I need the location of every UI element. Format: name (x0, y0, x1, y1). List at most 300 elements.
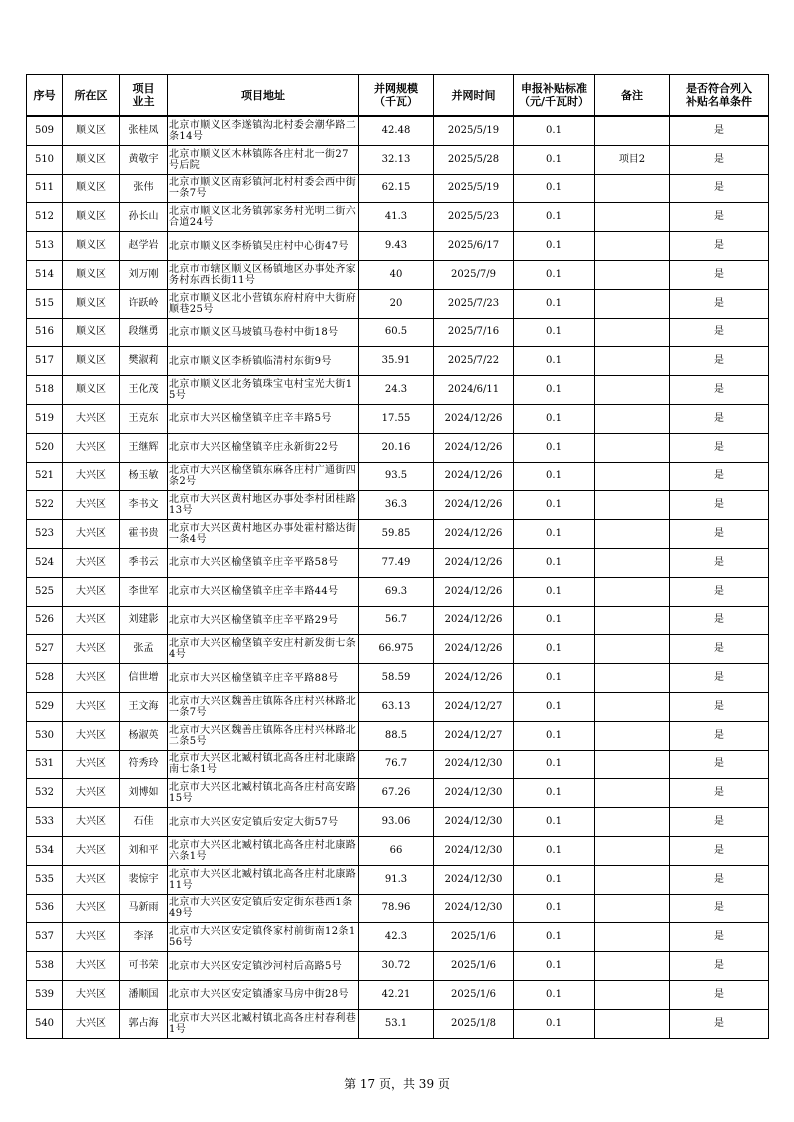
cell-eligible: 是 (670, 808, 769, 837)
cell-remarks (595, 1009, 670, 1038)
cell-subsidy-rate: 0.1 (514, 750, 595, 779)
cell-seq: 521 (27, 462, 63, 491)
cell-seq: 527 (27, 635, 63, 664)
cell-remarks (595, 116, 670, 145)
cell-subsidy-rate: 0.1 (514, 318, 595, 347)
table-row (27, 491, 769, 520)
cell-subsidy-rate: 0.1 (514, 577, 595, 606)
cell-subsidy-rate: 0.1 (514, 721, 595, 750)
cell-subsidy-rate: 0.1 (514, 894, 595, 923)
cell-owner: 赵学岩 (120, 232, 168, 261)
cell-owner: 霍书贵 (120, 520, 168, 549)
cell-subsidy-rate: 0.1 (514, 548, 595, 577)
cell-address: 北京市顺义区李遂镇沟北村委会潮华路二条14号 (168, 116, 359, 145)
cell-owner: 李世军 (120, 577, 168, 606)
cell-eligible: 是 (670, 606, 769, 635)
cell-owner: 石佳 (120, 808, 168, 837)
cell-owner: 季书云 (120, 548, 168, 577)
cell-eligible: 是 (670, 894, 769, 923)
cell-seq: 531 (27, 750, 63, 779)
cell-subsidy-rate: 0.1 (514, 174, 595, 203)
cell-district: 顺义区 (63, 174, 120, 203)
cell-owner: 王继辉 (120, 433, 168, 462)
cell-eligible: 是 (670, 865, 769, 894)
cell-seq: 510 (27, 145, 63, 174)
cell-eligible: 是 (670, 923, 769, 952)
cell-remarks (595, 635, 670, 664)
cell-district: 顺义区 (63, 116, 120, 145)
cell-grid-date: 2024/12/27 (434, 721, 514, 750)
table-row (27, 952, 769, 981)
page-footer: 第 17 页，共 39 页 (344, 1077, 450, 1091)
table-row (27, 894, 769, 923)
table-row (27, 520, 769, 549)
cell-seq: 539 (27, 980, 63, 1009)
cell-address: 北京市大兴区北臧村镇北高各庄村春利巷1号 (168, 1009, 359, 1038)
cell-capacity: 66 (359, 836, 434, 865)
cell-capacity: 93.06 (359, 808, 434, 837)
cell-remarks (595, 865, 670, 894)
cell-subsidy-rate: 0.1 (514, 1009, 595, 1038)
cell-eligible: 是 (670, 289, 769, 318)
cell-capacity: 91.3 (359, 865, 434, 894)
cell-capacity: 60.5 (359, 318, 434, 347)
cell-owner: 张孟 (120, 635, 168, 664)
cell-grid-date: 2024/6/11 (434, 376, 514, 405)
cell-capacity: 58.59 (359, 664, 434, 693)
cell-address: 北京市市辖区顺义区杨镇地区办事处齐家务村东西长街11号 (168, 260, 359, 289)
cell-district: 大兴区 (63, 836, 120, 865)
cell-remarks (595, 980, 670, 1009)
cell-subsidy-rate: 0.1 (514, 347, 595, 376)
col-header-subsidy-rate: 申报补贴标准 （元/千瓦时） (514, 75, 595, 117)
table-row (27, 808, 769, 837)
cell-address: 北京市大兴区黄村地区办事处霍村豁达街一条4号 (168, 520, 359, 549)
cell-owner: 杨淑英 (120, 721, 168, 750)
cell-remarks (595, 433, 670, 462)
cell-eligible: 是 (670, 145, 769, 174)
cell-address: 北京市大兴区北臧村镇北高各庄村高安路15号 (168, 779, 359, 808)
cell-grid-date: 2024/12/26 (434, 635, 514, 664)
cell-address: 北京市大兴区魏善庄镇陈各庄村兴林路北二条5号 (168, 721, 359, 750)
cell-district: 大兴区 (63, 433, 120, 462)
cell-eligible: 是 (670, 664, 769, 693)
cell-address: 北京市顺义区马坡镇马卷村中街18号 (168, 318, 359, 347)
cell-eligible: 是 (670, 404, 769, 433)
cell-eligible: 是 (670, 260, 769, 289)
cell-seq: 517 (27, 347, 63, 376)
cell-address: 北京市大兴区安定镇佟家村前街南12条156号 (168, 923, 359, 952)
table-row (27, 635, 769, 664)
cell-address: 北京市大兴区榆垡镇辛庄辛平路58号 (168, 548, 359, 577)
cell-remarks (595, 923, 670, 952)
cell-subsidy-rate: 0.1 (514, 865, 595, 894)
cell-district: 大兴区 (63, 779, 120, 808)
cell-seq: 524 (27, 548, 63, 577)
cell-subsidy-rate: 0.1 (514, 808, 595, 837)
cell-seq: 537 (27, 923, 63, 952)
cell-eligible: 是 (670, 692, 769, 721)
cell-seq: 512 (27, 203, 63, 232)
cell-seq: 538 (27, 952, 63, 981)
cell-eligible: 是 (670, 232, 769, 261)
table-row (27, 289, 769, 318)
cell-capacity: 63.13 (359, 692, 434, 721)
cell-seq: 529 (27, 692, 63, 721)
cell-district: 大兴区 (63, 404, 120, 433)
cell-address: 北京市大兴区榆垡镇辛庄辛平路88号 (168, 664, 359, 693)
cell-seq: 540 (27, 1009, 63, 1038)
cell-eligible: 是 (670, 376, 769, 405)
cell-district: 大兴区 (63, 692, 120, 721)
cell-remarks: 项目2 (595, 145, 670, 174)
cell-capacity: 42.3 (359, 923, 434, 952)
cell-subsidy-rate: 0.1 (514, 145, 595, 174)
cell-owner: 符秀玲 (120, 750, 168, 779)
cell-district: 顺义区 (63, 318, 120, 347)
cell-eligible: 是 (670, 750, 769, 779)
cell-eligible: 是 (670, 548, 769, 577)
cell-grid-date: 2024/12/26 (434, 462, 514, 491)
cell-eligible: 是 (670, 174, 769, 203)
cell-address: 北京市顺义区北务镇郭家务村光明二街六合道24号 (168, 203, 359, 232)
cell-grid-date: 2025/7/22 (434, 347, 514, 376)
cell-subsidy-rate: 0.1 (514, 116, 595, 145)
table-row (27, 606, 769, 635)
cell-address: 北京市顺义区李桥镇临清村东街9号 (168, 347, 359, 376)
cell-owner: 刘建影 (120, 606, 168, 635)
cell-grid-date: 2025/5/28 (434, 145, 514, 174)
cell-seq: 520 (27, 433, 63, 462)
cell-owner: 李书文 (120, 491, 168, 520)
cell-seq: 509 (27, 116, 63, 145)
cell-district: 大兴区 (63, 808, 120, 837)
cell-district: 顺义区 (63, 347, 120, 376)
table-row (27, 203, 769, 232)
table-row (27, 980, 769, 1009)
table-row (27, 779, 769, 808)
cell-owner: 孙长山 (120, 203, 168, 232)
cell-subsidy-rate: 0.1 (514, 923, 595, 952)
table-row (27, 836, 769, 865)
cell-grid-date: 2025/7/9 (434, 260, 514, 289)
cell-address: 北京市顺义区北务镇珠宝屯村宝光大街15号 (168, 376, 359, 405)
cell-capacity: 20 (359, 289, 434, 318)
cell-district: 大兴区 (63, 894, 120, 923)
cell-remarks (595, 232, 670, 261)
cell-capacity: 41.3 (359, 203, 434, 232)
cell-subsidy-rate: 0.1 (514, 779, 595, 808)
table-row (27, 462, 769, 491)
cell-remarks (595, 462, 670, 491)
cell-eligible: 是 (670, 1009, 769, 1038)
cell-remarks (595, 750, 670, 779)
cell-seq: 513 (27, 232, 63, 261)
cell-seq: 532 (27, 779, 63, 808)
cell-address: 北京市大兴区北臧村镇北高各庄村北康路六条1号 (168, 836, 359, 865)
cell-eligible: 是 (670, 347, 769, 376)
cell-subsidy-rate: 0.1 (514, 491, 595, 520)
cell-subsidy-rate: 0.1 (514, 520, 595, 549)
table-row (27, 721, 769, 750)
cell-grid-date: 2024/12/26 (434, 520, 514, 549)
cell-capacity: 42.48 (359, 116, 434, 145)
cell-grid-date: 2024/12/30 (434, 779, 514, 808)
table-row (27, 750, 769, 779)
cell-district: 顺义区 (63, 203, 120, 232)
cell-eligible: 是 (670, 952, 769, 981)
cell-remarks (595, 808, 670, 837)
cell-owner: 许跃岭 (120, 289, 168, 318)
cell-owner: 黄敬宇 (120, 145, 168, 174)
cell-remarks (595, 836, 670, 865)
cell-address: 北京市大兴区魏善庄镇陈各庄村兴林路北一条7号 (168, 692, 359, 721)
cell-subsidy-rate: 0.1 (514, 692, 595, 721)
cell-address: 北京市大兴区榆垡镇辛庄辛丰路44号 (168, 577, 359, 606)
cell-capacity: 88.5 (359, 721, 434, 750)
cell-eligible: 是 (670, 433, 769, 462)
table-row (27, 692, 769, 721)
cell-address: 北京市大兴区黄村地区办事处李村团桂路13号 (168, 491, 359, 520)
cell-capacity: 76.7 (359, 750, 434, 779)
cell-seq: 528 (27, 664, 63, 693)
table-row (27, 347, 769, 376)
table-row (27, 174, 769, 203)
cell-remarks (595, 721, 670, 750)
table-row (27, 116, 769, 145)
cell-grid-date: 2024/12/26 (434, 548, 514, 577)
cell-seq: 525 (27, 577, 63, 606)
cell-capacity: 77.49 (359, 548, 434, 577)
cell-subsidy-rate: 0.1 (514, 260, 595, 289)
cell-eligible: 是 (670, 635, 769, 664)
cell-grid-date: 2024/12/30 (434, 894, 514, 923)
cell-district: 大兴区 (63, 980, 120, 1009)
col-header-address: 项目地址 (168, 75, 359, 117)
cell-grid-date: 2025/1/8 (434, 1009, 514, 1038)
cell-grid-date: 2024/12/30 (434, 750, 514, 779)
col-header-district: 所在区 (63, 75, 120, 117)
cell-owner: 可书荣 (120, 952, 168, 981)
cell-remarks (595, 289, 670, 318)
cell-capacity: 30.72 (359, 952, 434, 981)
cell-subsidy-rate: 0.1 (514, 404, 595, 433)
table-row (27, 548, 769, 577)
cell-address: 北京市大兴区北臧村镇北高各庄村北康路南七条1号 (168, 750, 359, 779)
cell-district: 大兴区 (63, 606, 120, 635)
cell-remarks (595, 347, 670, 376)
cell-capacity: 62.15 (359, 174, 434, 203)
cell-remarks (595, 404, 670, 433)
cell-remarks (595, 692, 670, 721)
cell-eligible: 是 (670, 980, 769, 1009)
cell-owner: 樊淑莉 (120, 347, 168, 376)
cell-address: 北京市大兴区榆垡镇东麻各庄村广通街四条2号 (168, 462, 359, 491)
cell-subsidy-rate: 0.1 (514, 606, 595, 635)
cell-remarks (595, 174, 670, 203)
table-row (27, 404, 769, 433)
cell-capacity: 9.43 (359, 232, 434, 261)
cell-remarks (595, 260, 670, 289)
cell-subsidy-rate: 0.1 (514, 836, 595, 865)
cell-remarks (595, 779, 670, 808)
cell-capacity: 20.16 (359, 433, 434, 462)
cell-owner: 张伟 (120, 174, 168, 203)
cell-eligible: 是 (670, 721, 769, 750)
cell-grid-date: 2025/1/6 (434, 923, 514, 952)
cell-subsidy-rate: 0.1 (514, 433, 595, 462)
cell-district: 大兴区 (63, 548, 120, 577)
col-header-remarks: 备注 (595, 75, 670, 117)
table-row (27, 865, 769, 894)
table-body (27, 116, 769, 1038)
table-row (27, 376, 769, 405)
cell-address: 北京市大兴区安定镇潘家马房中街28号 (168, 980, 359, 1009)
cell-owner: 刘万刚 (120, 260, 168, 289)
cell-capacity: 53.1 (359, 1009, 434, 1038)
cell-capacity: 67.26 (359, 779, 434, 808)
cell-grid-date: 2024/12/26 (434, 577, 514, 606)
cell-subsidy-rate: 0.1 (514, 232, 595, 261)
cell-address: 北京市顺义区李桥镇吴庄村中心街47号 (168, 232, 359, 261)
cell-subsidy-rate: 0.1 (514, 203, 595, 232)
cell-grid-date: 2025/1/6 (434, 980, 514, 1009)
table-row (27, 923, 769, 952)
cell-remarks (595, 894, 670, 923)
cell-seq: 511 (27, 174, 63, 203)
cell-capacity: 32.13 (359, 145, 434, 174)
cell-grid-date: 2024/12/26 (434, 664, 514, 693)
cell-district: 大兴区 (63, 865, 120, 894)
cell-capacity: 36.3 (359, 491, 434, 520)
cell-grid-date: 2025/6/17 (434, 232, 514, 261)
table-row (27, 664, 769, 693)
cell-grid-date: 2024/12/30 (434, 836, 514, 865)
cell-address: 北京市顺义区木林镇陈各庄村北一街27号后院 (168, 145, 359, 174)
cell-capacity: 35.91 (359, 347, 434, 376)
table-row (27, 318, 769, 347)
cell-address: 北京市大兴区北臧村镇北高各庄村北康路11号 (168, 865, 359, 894)
col-header-eligible: 是否符合列入 补贴名单条件 (670, 75, 769, 117)
cell-address: 北京市大兴区安定镇后安定街东巷西1条49号 (168, 894, 359, 923)
cell-district: 大兴区 (63, 923, 120, 952)
cell-seq: 519 (27, 404, 63, 433)
cell-remarks (595, 606, 670, 635)
cell-grid-date: 2024/12/26 (434, 404, 514, 433)
cell-subsidy-rate: 0.1 (514, 289, 595, 318)
cell-grid-date: 2024/12/30 (434, 808, 514, 837)
subsidy-table (26, 74, 769, 1039)
cell-seq: 523 (27, 520, 63, 549)
cell-subsidy-rate: 0.1 (514, 635, 595, 664)
cell-capacity: 17.55 (359, 404, 434, 433)
cell-remarks (595, 203, 670, 232)
table-row (27, 145, 769, 174)
cell-owner: 潘顺国 (120, 980, 168, 1009)
cell-eligible: 是 (670, 520, 769, 549)
cell-seq: 536 (27, 894, 63, 923)
cell-district: 大兴区 (63, 635, 120, 664)
cell-district: 顺义区 (63, 145, 120, 174)
cell-address: 北京市大兴区安定镇后安定大街57号 (168, 808, 359, 837)
cell-eligible: 是 (670, 462, 769, 491)
cell-seq: 526 (27, 606, 63, 635)
cell-grid-date: 2025/5/19 (434, 116, 514, 145)
cell-remarks (595, 952, 670, 981)
cell-owner: 李泽 (120, 923, 168, 952)
cell-seq: 516 (27, 318, 63, 347)
cell-district: 顺义区 (63, 232, 120, 261)
cell-seq: 534 (27, 836, 63, 865)
cell-district: 大兴区 (63, 520, 120, 549)
cell-eligible: 是 (670, 577, 769, 606)
col-header-grid-date: 并网时间 (434, 75, 514, 117)
cell-grid-date: 2025/5/19 (434, 174, 514, 203)
cell-grid-date: 2025/7/16 (434, 318, 514, 347)
table-row (27, 433, 769, 462)
cell-capacity: 24.3 (359, 376, 434, 405)
cell-capacity: 69.3 (359, 577, 434, 606)
cell-subsidy-rate: 0.1 (514, 952, 595, 981)
cell-eligible: 是 (670, 836, 769, 865)
cell-address: 北京市顺义区南彩镇河北村村委会西中街一条7号 (168, 174, 359, 203)
cell-owner: 杨玉敏 (120, 462, 168, 491)
cell-seq: 533 (27, 808, 63, 837)
cell-capacity: 66.975 (359, 635, 434, 664)
cell-remarks (595, 491, 670, 520)
col-header-seq: 序号 (27, 75, 63, 117)
cell-owner: 马新雨 (120, 894, 168, 923)
cell-address: 北京市大兴区安定镇沙河村后高路5号 (168, 952, 359, 981)
cell-seq: 535 (27, 865, 63, 894)
cell-subsidy-rate: 0.1 (514, 980, 595, 1009)
cell-owner: 王克东 (120, 404, 168, 433)
cell-district: 顺义区 (63, 376, 120, 405)
cell-address: 北京市顺义区北小营镇东府村府中大街府顺巷25号 (168, 289, 359, 318)
cell-seq: 515 (27, 289, 63, 318)
cell-address: 北京市大兴区榆垡镇辛安庄村新发街七条4号 (168, 635, 359, 664)
cell-remarks (595, 318, 670, 347)
cell-owner: 张桂凤 (120, 116, 168, 145)
cell-subsidy-rate: 0.1 (514, 664, 595, 693)
cell-eligible: 是 (670, 779, 769, 808)
cell-owner: 刘和平 (120, 836, 168, 865)
cell-district: 大兴区 (63, 491, 120, 520)
cell-remarks (595, 376, 670, 405)
cell-capacity: 40 (359, 260, 434, 289)
cell-eligible: 是 (670, 203, 769, 232)
col-header-owner: 项目 业主 (120, 75, 168, 117)
cell-eligible: 是 (670, 116, 769, 145)
cell-district: 顺义区 (63, 260, 120, 289)
cell-owner: 段继勇 (120, 318, 168, 347)
cell-owner: 王化茂 (120, 376, 168, 405)
cell-remarks (595, 577, 670, 606)
cell-address: 北京市大兴区榆垡镇辛庄辛平路29号 (168, 606, 359, 635)
cell-grid-date: 2024/12/30 (434, 865, 514, 894)
cell-address: 北京市大兴区榆垡镇辛庄辛丰路5号 (168, 404, 359, 433)
cell-owner: 郭占海 (120, 1009, 168, 1038)
cell-grid-date: 2024/12/26 (434, 606, 514, 635)
cell-district: 大兴区 (63, 1009, 120, 1038)
cell-subsidy-rate: 0.1 (514, 462, 595, 491)
cell-grid-date: 2024/12/26 (434, 433, 514, 462)
cell-owner: 王文海 (120, 692, 168, 721)
cell-address: 北京市大兴区榆垡镇辛庄永新街22号 (168, 433, 359, 462)
cell-grid-date: 2024/12/27 (434, 692, 514, 721)
table-row (27, 260, 769, 289)
cell-seq: 522 (27, 491, 63, 520)
